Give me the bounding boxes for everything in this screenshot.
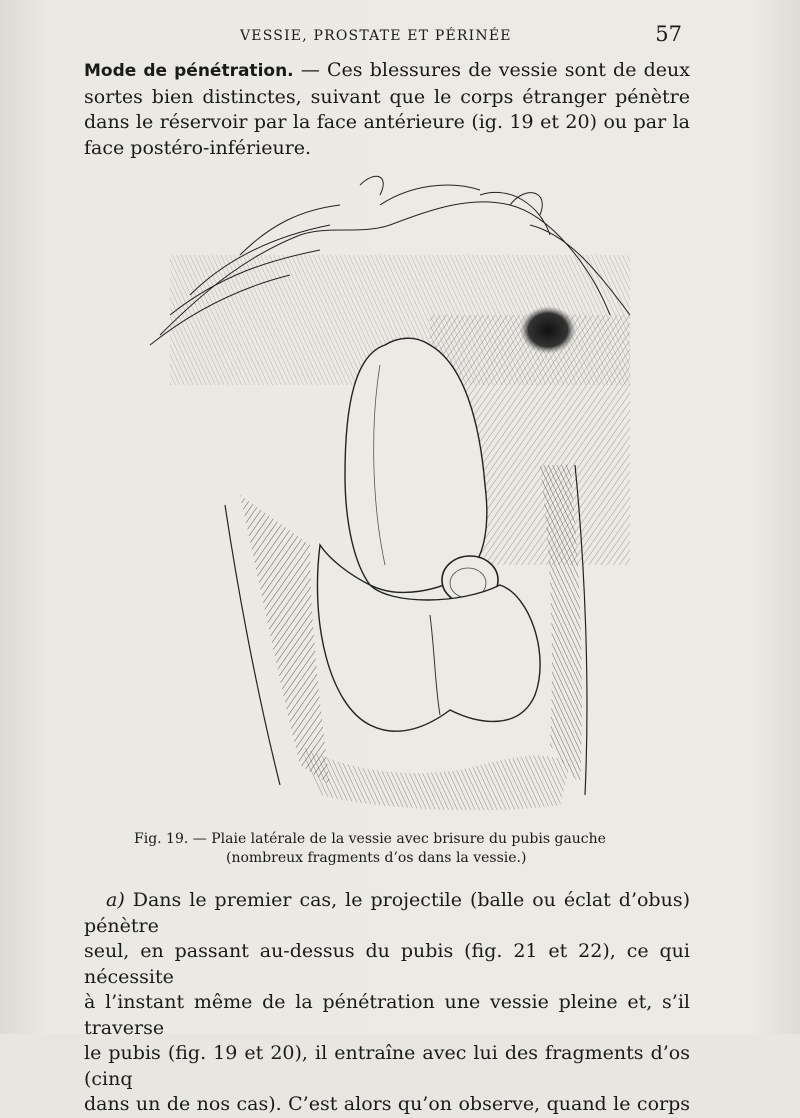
body-paragraph <box>84 888 690 1118</box>
caption-line-1: Fig. 19. — Plaie latérale de la vessie avec brisure du pubis gauche <box>134 831 606 847</box>
body-line-1: a) Dans le premier cas, le projectile (balle ou éclat d’obus) pénètre <box>84 889 690 937</box>
body-line-4: le pubis (fig. 19 et 20), il entraîne avec lui des fragments d’os (cinq <box>84 1042 690 1090</box>
section-heading: Mode de pénétration. <box>84 61 294 81</box>
running-head <box>0 22 800 50</box>
figure-caption <box>134 830 654 868</box>
list-marker: a) <box>106 889 125 911</box>
body-line-5: dans un de nos cas). C’est alors qu’on observe, quand le corps <box>84 1093 690 1115</box>
caption-line-2: (nombreux fragments d’os dans la vessie.) <box>226 850 527 866</box>
wound-mark <box>520 306 576 354</box>
page-number: 57 <box>655 22 682 46</box>
intro-text: — Ces blessures de vessie sont de deux sortes bien distinctes, suivant que le corps étranger pénètre dans le réservoir par la face antérieure (ig. 19 et 20) ou par la face postéro-inférieure. <box>84 59 690 159</box>
anatomical-drawing <box>130 165 650 825</box>
body-line-3: à l’instant même de la pénétration une vessie pleine et, s’il traverse <box>84 991 690 1039</box>
body-line-2: seul, en passant au-dessus du pubis (fig. 21 et 22), ce qui nécessite <box>84 940 690 988</box>
running-title: VESSIE, PROSTATE ET PÉRINÉE <box>240 28 512 44</box>
intro-paragraph <box>84 58 690 161</box>
figure-illustration <box>130 165 650 825</box>
